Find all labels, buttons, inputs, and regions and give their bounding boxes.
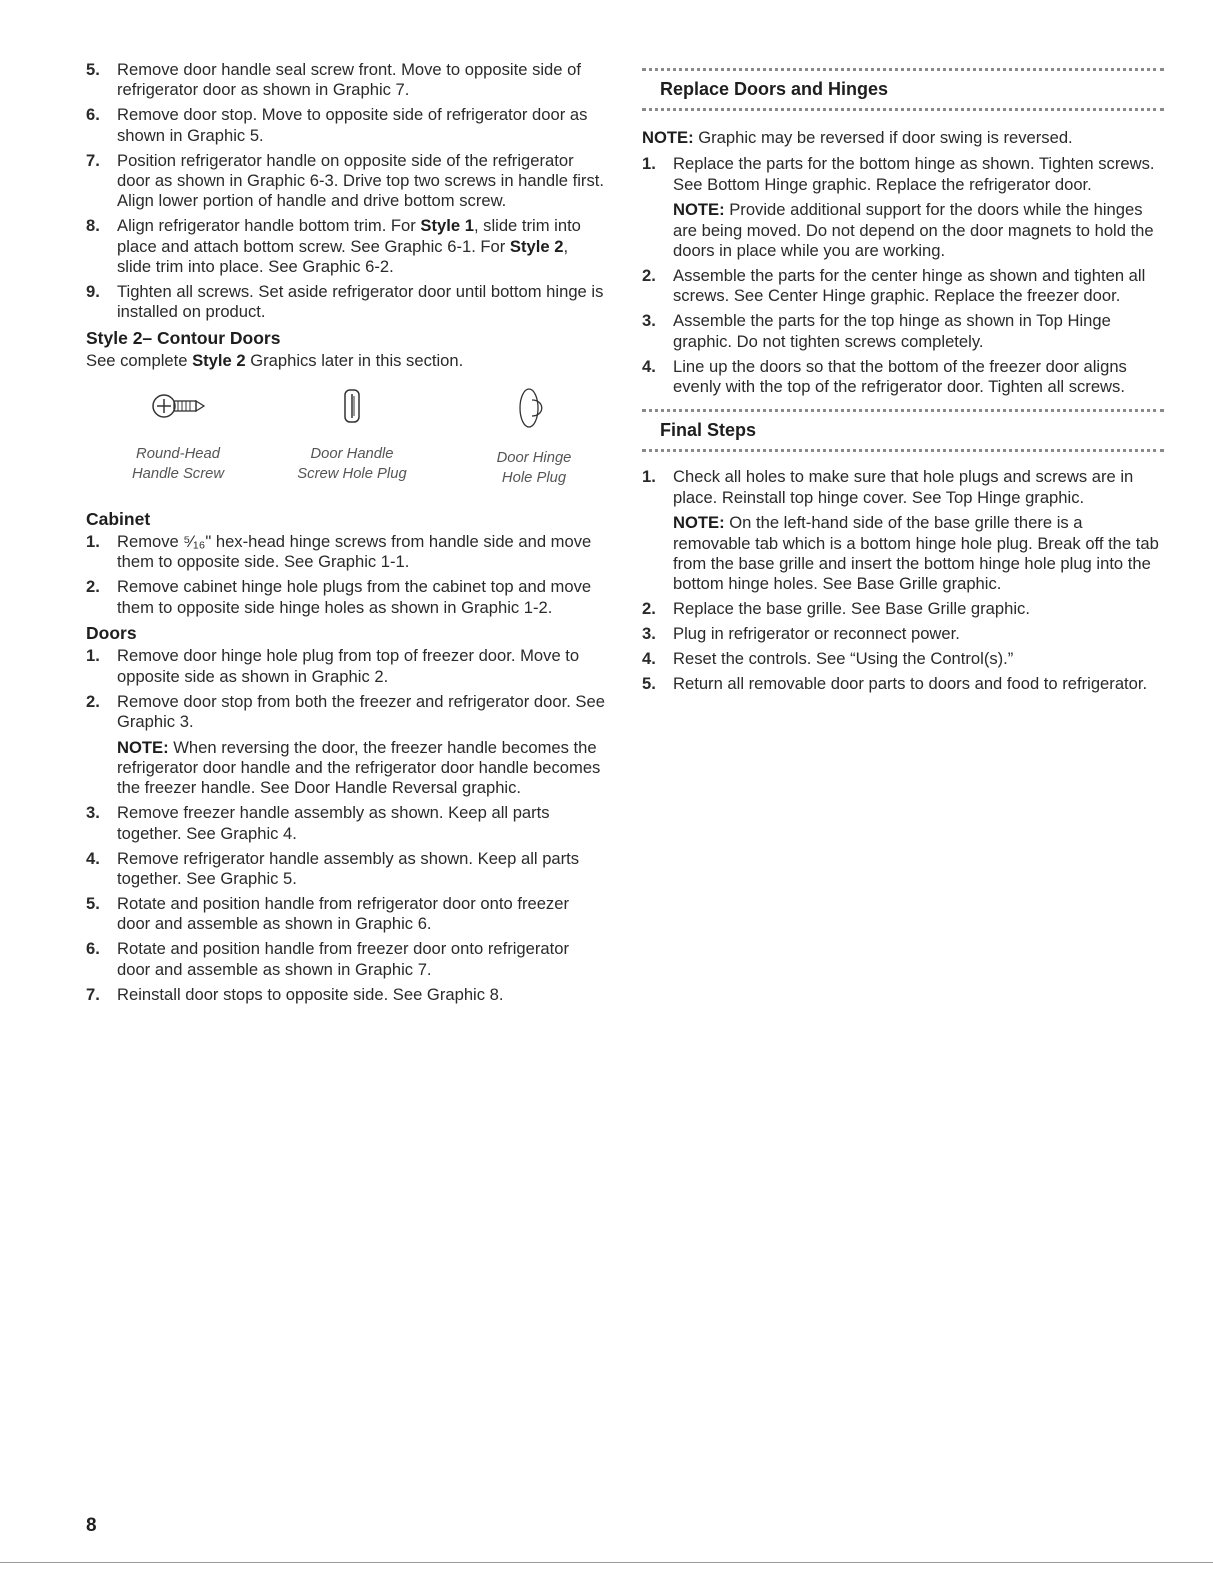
intro-pre: See complete [86,351,193,371]
step-text: Remove door hinge hole plug from top of freezer door. Move to opposite side as shown in Graphic 2. [117,646,580,686]
part-caption: Door Handle Screw Hole Plug [297,445,407,482]
step-text-post: , slide trim into place. See Graphic 6-2. [117,236,569,277]
note-label: NOTE: [673,513,725,533]
step-text: Remove cabinet hinge hole plugs from the cabinet top and move them to opposite side hinge holes as shown in Graphic 1-2. [117,577,592,617]
list-item [642,649,1164,669]
step-number: 7. [86,984,100,1004]
note-label: NOTE: [673,200,725,220]
final-steps-list [642,467,1164,694]
step-text: Rotate and position handle from refrigerator door onto freezer door and assemble as shown in Graphic 6. [117,893,569,934]
step-number: 5. [86,60,100,79]
step-text: Remove door stop from both the freezer and refrigerator door. See Graphic 3. [117,691,605,732]
note-label: NOTE: [117,737,169,757]
step-number: 5. [642,674,656,694]
step-number: 9. [86,282,100,302]
list-item [86,646,606,687]
step-note [673,200,1164,261]
step-text: Assemble the parts for the top hinge as shown in Top Hinge graphic. Do not tighten screws completely. [673,311,1111,351]
dotted-divider [642,409,1164,415]
style-2-label: Style 2 [509,236,564,256]
doors-steps-list [86,646,606,1005]
style2-intro [86,351,606,371]
intro-post: Graphics later in this section. [245,351,464,371]
list-item [86,216,606,277]
final-section-header [642,409,1164,461]
doors-heading: Doors [86,623,137,644]
replace-heading: Replace Doors and Hinges [660,79,889,99]
step-text: Tighten all screws. Set aside refrigerator door until bottom hinge is installed on product. [117,282,604,322]
list-item [86,577,606,618]
dotted-divider [642,68,1164,74]
list-item [86,985,606,1005]
note-text: Provide additional support for the doors while the hinges are being moved. Do not depend on the door magnets to hold the doors in place while you are working. [673,200,1154,261]
final-heading: Final Steps [660,420,757,441]
steps-top-list [86,60,606,323]
cabinet-heading: Cabinet [86,508,151,529]
part-hinge-hole-plug [464,386,604,488]
step-note [117,738,606,799]
note-text: On the left-hand side of the base grille there is a removable tab which is a bottom hinge hole plug. Break off the tab from the base grille and insert the bottom hinge hole plug into the bottom hinge holes. See Base Grille graphic. [673,513,1159,594]
step-text: Remove refrigerator handle assembly as shown. Keep all parts together. See Graphic 5. [117,848,580,888]
list-item [642,311,1164,352]
step-text-pre: Align refrigerator handle bottom trim. For [117,216,421,236]
round-head-screw-icon [130,386,226,426]
intro-bold: Style 2 [192,351,246,371]
step-number: 8. [86,216,100,236]
step-text: Plug in refrigerator or reconnect power. [673,624,960,644]
step-number: 2. [86,577,100,597]
step-number: 6. [86,105,100,125]
step-number: 3. [642,311,656,331]
list-item [642,599,1164,619]
step-text-mid: , slide trim into place and attach bottom screw. See Graphic 6-1. For [117,216,581,256]
step-text: Assemble the parts for the center hinge as shown and tighten all screws. See Center Hinge graphic. Replace the freezer door. [673,265,1146,306]
step-number: 3. [642,624,656,644]
cabinet-steps-list [86,532,606,618]
note-text: Graphic may be reversed if door swing is reversed. [693,128,1073,147]
step-number: 1. [642,467,656,487]
step-text: Reset the controls. See “Using the Control(s).” [673,649,1014,669]
part-screw-hole-plug [282,386,422,484]
list-item [86,803,606,844]
step-text: Remove door stop. Move to opposite side of refrigerator door as shown in Graphic 5. [117,105,588,145]
right-column [642,68,1164,699]
replace-steps-list [642,154,1164,397]
step-number: 4. [642,649,656,669]
list-item [86,894,606,935]
step-text: Replace the base grille. See Base Grille graphic. [673,599,1030,619]
step-text: Remove freezer handle assembly as shown. Keep all parts together. See Graphic 4. [117,803,550,843]
hinge-hole-plug-icon [511,386,557,430]
part-caption: Round-Head Handle Screw [131,445,225,482]
screw-hole-plug-icon [332,386,372,426]
list-item [86,60,606,101]
list-item [642,467,1164,594]
list-item [642,674,1164,694]
list-item [642,154,1164,261]
page-number: 8 [86,1515,97,1536]
list-item [642,266,1164,307]
list-item [642,357,1164,398]
list-item [642,624,1164,644]
step-number: 1. [86,531,100,551]
step-text: Check all holes to make sure that hole plugs and screws are in place. Reinstall top hinge cover. See Top Hinge graphic. [673,467,1134,507]
list-item [86,939,606,980]
step-number: 2. [642,599,656,619]
note-label: NOTE: [642,128,694,147]
list-item [86,532,606,573]
step-number: 1. [642,154,656,174]
list-item [86,105,606,146]
step-text: Reinstall door stops to opposite side. See Graphic 8. [117,984,504,1004]
dotted-divider [642,449,1164,455]
step-number: 4. [86,848,100,868]
style-1-label: Style 1 [420,216,474,236]
part-caption: Door Hinge Hole Plug [496,449,572,486]
step-text: Replace the parts for the bottom hinge as shown. Tighten screws. See Bottom Hinge graphic. Replace the refrigerator door. [673,154,1155,194]
list-item [86,282,606,323]
style2-heading: Style 2– Contour Doors [86,328,281,349]
step-number: 2. [642,265,656,285]
step-number: 4. [642,356,656,376]
dotted-divider [642,108,1164,114]
step-text: Remove ⁵⁄₁₆" hex-head hinge screws from handle side and move them to opposite side. See Graphic 1-1. [117,531,592,572]
step-number: 3. [86,803,100,823]
parts-legend [86,386,606,500]
step-number: 7. [86,150,100,170]
step-text: Position refrigerator handle on opposite side of the refrigerator door as shown in Graphic 6-3. Drive top two screws in handle first. Align lower portion of handle and drive bottom screw. [117,150,604,211]
step-number: 1. [86,646,100,666]
step-number: 2. [86,691,100,711]
list-item [86,849,606,890]
part-round-head-screw [108,386,248,484]
left-column [86,60,606,1009]
replace-section-header [642,68,1164,120]
note-text: When reversing the door, the freezer handle becomes the refrigerator door handle and the refrigerator door handle becomes the freezer handle. See Door Handle Reversal graphic. [117,737,601,798]
step-text: Return all removable door parts to doors and food to refrigerator. [673,674,1148,694]
replace-note [642,128,1164,148]
list-item [86,151,606,212]
step-text: Line up the doors so that the bottom of the freezer door aligns evenly with the top of the refrigerator door. Tighten all screws. [673,356,1127,396]
step-number: 6. [86,939,100,959]
list-item [86,692,606,799]
step-note [673,513,1164,595]
step-text: Remove door handle seal screw front. Move to opposite side of refrigerator door as shown in Graphic 7. [117,60,581,100]
step-text: Rotate and position handle from freezer door onto refrigerator door and assemble as shown in Graphic 7. [117,939,569,979]
step-number: 5. [86,893,100,913]
footer-rule [0,1562,1213,1563]
